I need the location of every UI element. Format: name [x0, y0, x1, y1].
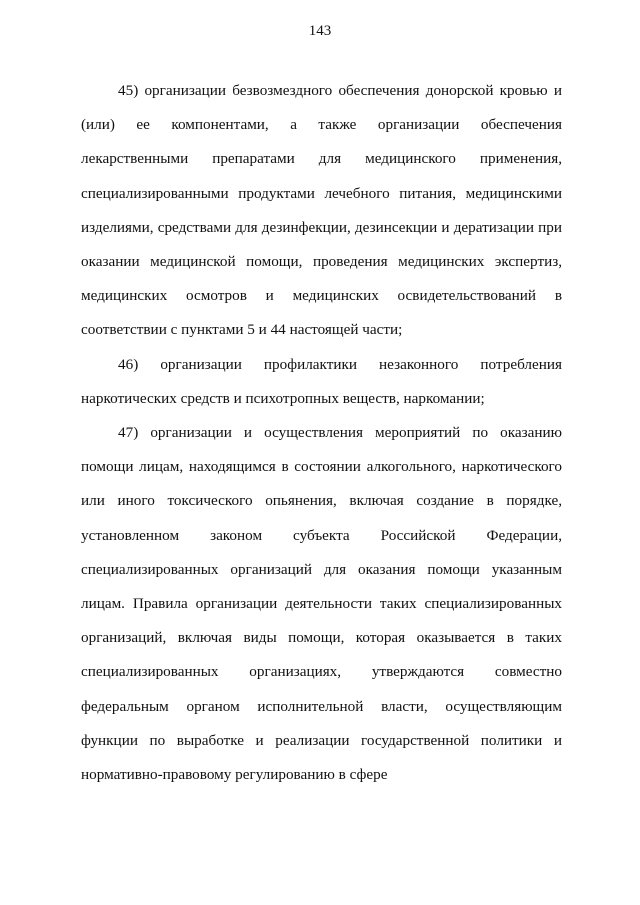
page-number: 143: [308, 23, 332, 39]
paragraph-46: 46) организации профилактики незаконного потребления наркотических средств и психотропных веществ, наркомании;: [81, 355, 562, 407]
paragraph-47: 47) организации и осуществления мероприятий по оказанию помощи лицам, находящимся в состоянии алкогольного, наркотического или иного токсического опьянения, включая создание в порядке, установленном законом субъекта Российской Федерации, специализированных организаций для оказания помощи указанным лицам. Правила организации деятельности таких специализированных организаций, включая виды помощи, которая оказывается в таких специализированных организациях, утверждаются совместно федеральным органом исполнительной власти, осуществляющим функции по выработке и реализации государственной политики и нормативно-правовому регулированию в сфере: [81, 424, 562, 784]
document-body: [81, 74, 562, 792]
paragraph-45: 45) организации безвозмездного обеспечения донорской кровью и (или) ее компонентами, а также организации обеспечения лекарственными препаратами для медицинского применения, специализированными продуктами лечебного питания, медицинскими изделиями, средствами для дезинфекции, дезинсекции и дератизации при оказании медицинской помощи, проведения медицинских экспертиз, медицинских осмотров и медицинских освидетельствований в соответствии с пунктами 5 и 44 настоящей части;: [81, 82, 562, 339]
